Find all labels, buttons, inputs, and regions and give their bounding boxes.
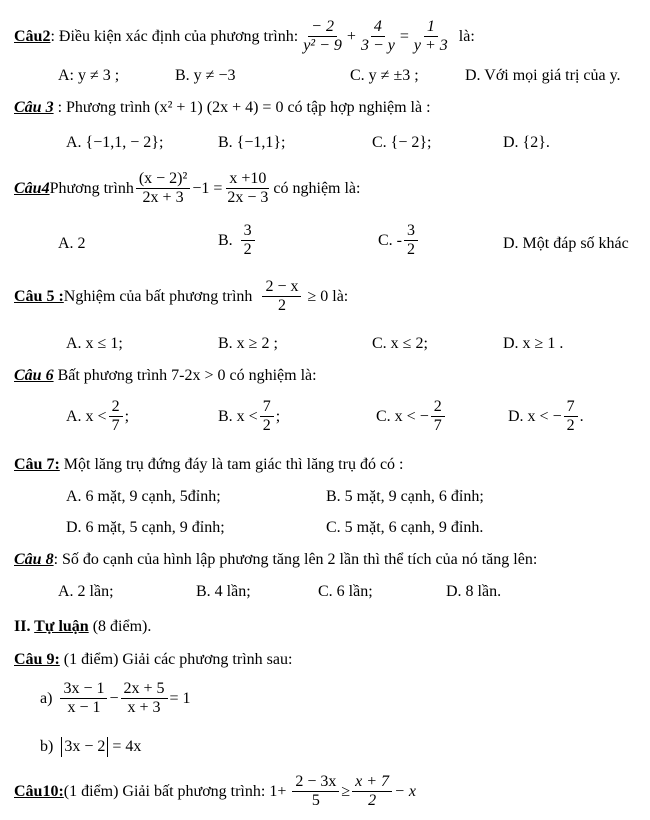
q4-option-c: C. - 3 2 (378, 222, 420, 259)
q2-option-d: D. Với mọi giá trị của y. (465, 67, 621, 84)
q6-option-c: C. x < − $\frac{2}{7}$ (376, 398, 447, 435)
q8-option-b: B. 4 lần; (196, 583, 251, 600)
q5-label: Câu 5 : (14, 287, 64, 305)
q5-tail: ≥ 0 là: (307, 287, 349, 305)
q6-option-d: D. x < − $\frac{7}{2}$ . (508, 398, 584, 434)
q6-option-a: A. x < 2 7 ; (66, 398, 130, 434)
q10-ge: ≥ (341, 782, 351, 800)
question-3 (14, 98, 431, 118)
q4-tail: có nghiệm là: (273, 179, 361, 197)
q3-label: Câu 3 (14, 99, 54, 116)
part-2-roman: II. (14, 618, 35, 635)
q5-option-b: B. x ≥ 2 ; (218, 335, 278, 352)
part-2-heading (14, 617, 151, 637)
q7-label: Câu 7: (14, 456, 60, 473)
q6-label: Câu 6 (14, 367, 54, 384)
question-5 (14, 278, 348, 315)
q5-option-a: A. x ≤ 1; (66, 335, 123, 352)
q5-text: Nghiệm của bất phương trình (63, 287, 253, 305)
question-9 (14, 650, 292, 670)
q2-fraction-1: − 2 y² − 9 (303, 18, 342, 54)
question-2 (14, 18, 475, 55)
q5-fraction: $\frac{2 - x}{2}$ (262, 278, 301, 315)
q10-text: (1 điểm) Giải bất phương trình: 1+ (63, 782, 287, 800)
q2-tail: là: (458, 27, 475, 45)
q2-option-b: B. y ≠ −3 (175, 67, 236, 84)
q8-option-a: A. 2 lần; (58, 583, 114, 600)
question-10 (14, 773, 416, 810)
q4-fraction-1: (x − 2)² 2x + 3 (136, 170, 190, 207)
q10-fraction-2: $\frac{x + 7}{2}$ (352, 773, 392, 810)
q2-fraction-3: $\frac{1}{y + 3}$ (413, 18, 448, 54)
q9-part-b: b) 3x − 2 = 4x (40, 738, 142, 755)
q7-option-c: C. 5 mặt, 6 cạnh, 9 đỉnh. (326, 519, 484, 536)
q4-option-a: A. 2 (58, 235, 86, 252)
q9-label: Câu 9: (14, 651, 60, 668)
q8-label: Câu 8 (14, 551, 54, 568)
q4-label: Câu4 (14, 179, 50, 197)
q8-option-c: C. 6 lần; (318, 583, 373, 600)
q9-part-a: a) 3x − 1 x − 1 − $\frac{2x + 5}{x + 3}$ = 1 (40, 680, 191, 716)
q2-option-a: A: y ≠ 3 ; (58, 67, 120, 84)
question-8 (14, 550, 537, 570)
q3-option-c: C. {− 2}; (372, 134, 432, 151)
question-4 (14, 170, 360, 207)
q4-option-b: B. 3 2 (218, 222, 257, 259)
question-6 (14, 366, 317, 386)
q3-option-d: D. {2}. (503, 134, 550, 151)
q6-text: Bất phương trình 7-2x > 0 có nghiệm là: (53, 367, 317, 384)
q8-option-d: D. 8 lần. (446, 583, 502, 600)
q3-option-b: B. {−1,1}; (218, 134, 286, 151)
q10-label: Câu10: (14, 782, 64, 800)
q8-text: : Số đo cạnh của hình lập phương tăng lên 2 lần thì thể tích của nó tăng lên: (53, 551, 538, 568)
q4-minus: −1 = (192, 179, 223, 197)
q2-label: Câu2 (14, 27, 51, 45)
q2-option-c: C. y ≠ ±3 ; (350, 67, 419, 84)
question-7 (14, 455, 404, 475)
q10-fraction-1: $\frac{2 - 3x}{5}$ (292, 773, 339, 810)
q7-text: Một lăng trụ đứng đáy là tam giác thì lăng trụ đó có : (59, 456, 404, 473)
q6-option-b: B. x < 7 2 ; (218, 398, 281, 434)
q2-plus: + (346, 27, 356, 45)
q4-text: Phương trình (49, 179, 134, 197)
q5-option-c: C. x ≤ 2; (372, 335, 428, 352)
q5-option-d: D. x ≥ 1 . (503, 335, 564, 352)
q7-option-b: B. 5 mặt, 9 cạnh, 6 đỉnh; (326, 488, 484, 505)
q2-fraction-2: $\frac{4}{3 - y}$ (360, 18, 395, 54)
q7-option-d: D. 6 mặt, 5 cạnh, 9 đỉnh; (66, 519, 225, 536)
part-2-label: Tự luận (34, 618, 89, 635)
q2-equals: = (399, 27, 409, 45)
q4-fraction-2: $\frac{x +10}{2x - 3}$ (227, 170, 269, 206)
part-2-tail: (8 điểm). (88, 618, 152, 635)
q10-tail: − x (394, 782, 416, 800)
q3-option-a: A. {−1,1, − 2}; (66, 134, 164, 151)
q2-text: : Điều kiện xác định của phương trình: (50, 27, 299, 45)
q9-text: (1 điểm) Giải các phương trình sau: (59, 651, 293, 668)
q3-text: : Phương trình (x² + 1) (2x + 4) = 0 có tập hợp nghiệm là : (53, 99, 431, 116)
absolute-value-expr: 3x − 2 (61, 737, 108, 757)
q4-option-d: D. Một đáp số khác (503, 235, 629, 252)
q7-option-a: A. 6 mặt, 9 cạnh, 5đỉnh; (66, 488, 221, 505)
